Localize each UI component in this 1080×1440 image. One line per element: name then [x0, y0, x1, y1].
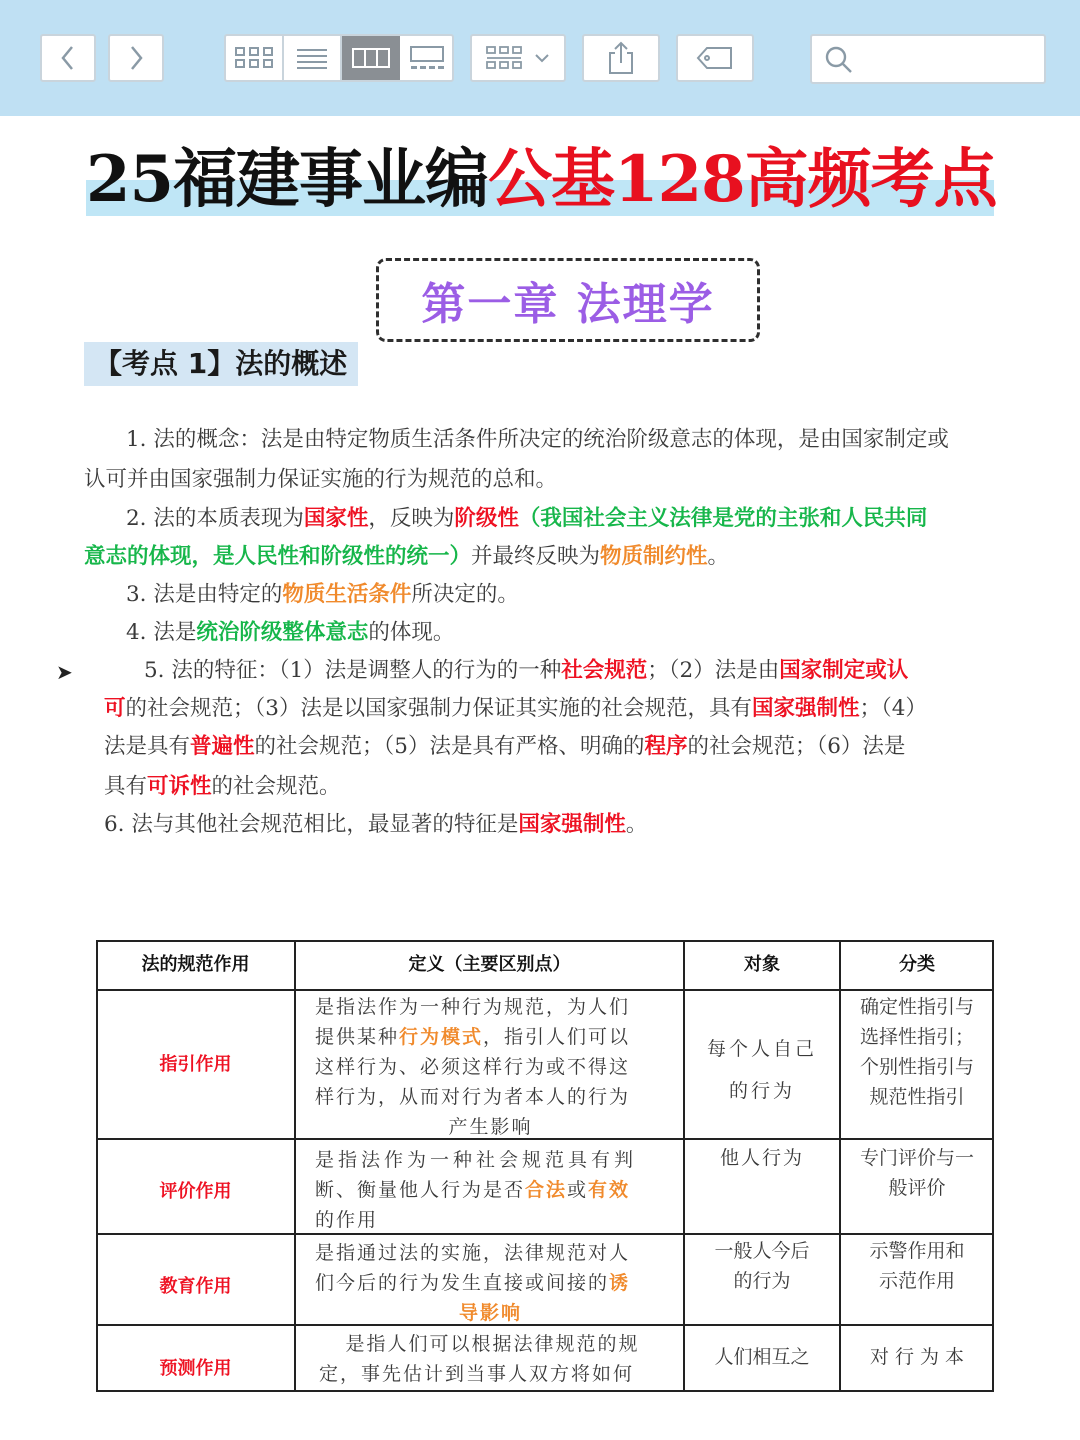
text: 的社会规范。	[211, 774, 341, 799]
category-cell	[840, 992, 994, 1112]
object-line: 的行为	[728, 1080, 795, 1102]
highlight-term: 国家制定或认	[779, 658, 909, 683]
object-line: 每个人自己	[706, 1038, 817, 1060]
share-button[interactable]	[582, 34, 660, 82]
category-cell	[840, 1342, 994, 1372]
legal-functions-table	[96, 940, 994, 1392]
highlight-term: 国家性	[303, 506, 369, 531]
highlight-term: 可	[104, 696, 126, 721]
gallery-view-icon	[407, 45, 447, 71]
object-cell	[684, 1342, 840, 1372]
text: ；（2）法是由	[647, 658, 780, 683]
definition-line: 的作用	[315, 1209, 379, 1231]
paragraph-2-line-1	[126, 503, 927, 535]
definition-line: 是指法作为一种行为规范，为人们	[315, 996, 631, 1018]
category-line: 专门评价与一	[859, 1147, 974, 1169]
text: 2. 法的本质表现为	[126, 506, 304, 531]
paragraph-6	[104, 809, 647, 841]
highlight-term: 社会规范	[561, 658, 648, 683]
arrow-bullet-icon: ➤	[56, 660, 73, 684]
definition-line: 产生影响	[448, 1116, 533, 1138]
definition-line: 是指人们可以根据法律规范的规	[345, 1333, 640, 1355]
definition-cell	[295, 1143, 684, 1235]
text: 。	[625, 812, 648, 837]
highlight-term: 国家强制性	[518, 812, 626, 837]
object-line: 他人行为	[719, 1147, 804, 1169]
icon-view-segment[interactable]	[226, 36, 284, 80]
category-line: 对 行 为 本	[869, 1346, 965, 1368]
paragraph-5-line-1	[144, 655, 908, 687]
text: ；（4）	[859, 696, 927, 721]
gallery-view-segment[interactable]	[400, 36, 454, 80]
category-line: 示警作用和	[869, 1240, 965, 1262]
definition-line: 这样行为、必须这样行为或不得这	[315, 1056, 631, 1078]
highlight-term: 物质生活条件	[282, 582, 412, 607]
definition-cell	[295, 1327, 684, 1389]
category-line: 个别性指引与	[859, 1056, 974, 1078]
chevron-right-icon	[126, 44, 146, 72]
text: 的社会规范；（5）法是具有严格、明确的	[254, 734, 645, 759]
highlight-term: 程序	[644, 734, 688, 759]
highlight-note: （我国社会主义法律是党的主张和人民共同	[518, 506, 928, 531]
row-name: 预测作用	[159, 1357, 232, 1379]
view-mode-switch[interactable]	[224, 34, 454, 82]
text: 5. 法的特征：（1）法是调整人的行为的一种	[144, 658, 562, 683]
group-by-button[interactable]	[470, 34, 566, 82]
category-line: 选择性指引；	[859, 1026, 974, 1048]
definition-line	[315, 1022, 666, 1052]
title-part-black: 25福建事业编	[86, 142, 489, 217]
object-line: 的行为	[733, 1270, 791, 1292]
text: ，反映为	[368, 506, 455, 531]
text: 法是具有	[104, 734, 191, 759]
paragraph-1-line-1: 1. 法的概念：法是由特定物质生活条件所决定的统治阶级意志的体现，是由国家制定或	[126, 427, 949, 452]
text: 或	[567, 1179, 589, 1201]
paragraph-5-line-4	[104, 771, 341, 803]
search-icon	[824, 45, 854, 75]
object-line: 人们相互之	[714, 1346, 810, 1368]
icon-grid-view-icon	[234, 45, 274, 71]
definition-line	[315, 1175, 666, 1205]
tag-icon	[695, 45, 735, 71]
highlight-term: 普遍性	[190, 734, 255, 759]
table-header: 定义（主要区别点）	[408, 954, 571, 975]
text: 的体现。	[368, 620, 455, 645]
text: 3. 法是由特定的	[126, 582, 283, 607]
search-field[interactable]	[810, 34, 1046, 84]
definition-line: 是指通过法的实施，法律规范对人	[315, 1242, 631, 1264]
row-name: 指引作用	[159, 1053, 232, 1075]
text: 的社会规范；（6）法是	[687, 734, 906, 759]
category-line: 般评价	[888, 1177, 946, 1199]
highlight-term: 诱	[609, 1272, 631, 1294]
definition-line: 定，事先估计到当事人双方将如何	[319, 1363, 635, 1385]
share-icon	[606, 41, 636, 75]
table-header: 对象	[744, 954, 780, 975]
text: 。	[707, 544, 730, 569]
category-line: 规范性指引	[869, 1086, 965, 1108]
table-header: 分类	[899, 954, 935, 975]
object-cell	[684, 1034, 840, 1106]
highlight-note: 意志的体现，是人民性和阶级性的统一）	[84, 544, 472, 569]
category-line: 确定性指引与	[859, 996, 974, 1018]
text: 具有	[104, 774, 148, 799]
section-heading: 【考点 1】法的概述	[84, 342, 358, 386]
definition-line: 样行为，从而对行为者本人的行为	[315, 1086, 631, 1108]
list-view-segment[interactable]	[284, 36, 342, 80]
definition-line	[315, 1268, 666, 1298]
text: 并最终反映为	[471, 544, 601, 569]
forward-button[interactable]	[108, 34, 164, 82]
chevron-down-icon	[533, 51, 551, 65]
text: 所决定的。	[411, 582, 519, 607]
paragraph-2-line-2	[84, 541, 729, 573]
highlight-term: 合法	[525, 1179, 568, 1201]
page-title	[86, 140, 997, 220]
text: 4. 法是	[126, 620, 197, 645]
category-cell	[840, 1236, 994, 1296]
list-view-icon	[295, 46, 329, 70]
category-line: 示范作用	[878, 1270, 955, 1292]
definition-cell	[295, 990, 684, 1139]
title-part-red: 公基128高频考点	[488, 142, 997, 217]
highlight-term: 有效	[588, 1179, 631, 1201]
text: ，指引人们可以	[483, 1026, 631, 1048]
text: 6. 法与其他社会规范相比，最显著的特征是	[104, 812, 519, 837]
definition-line: 是指法作为一种社会规范具有判	[315, 1149, 638, 1171]
definition-cell	[295, 1236, 684, 1328]
highlight-term: 统治阶级整体意志	[196, 620, 369, 645]
finder-toolbar	[0, 0, 1080, 116]
category-cell	[840, 1143, 994, 1203]
group-by-icon	[485, 45, 525, 71]
row-name: 教育作用	[159, 1275, 232, 1297]
paragraph-3	[126, 579, 519, 611]
back-button[interactable]	[40, 34, 96, 82]
row-name: 评价作用	[159, 1180, 232, 1202]
highlight-term: 行为模式	[399, 1026, 484, 1048]
column-view-segment[interactable]	[342, 36, 400, 80]
column-view-icon	[351, 46, 391, 70]
text: 们今后的行为发生直接或间接的	[315, 1272, 610, 1294]
text: 的社会规范；（3）法是以国家强制力保证其实施的社会规范，具有	[125, 696, 752, 721]
tag-button[interactable]	[676, 34, 754, 82]
highlight-term: 阶级性	[454, 506, 519, 531]
chevron-left-icon	[58, 44, 78, 72]
text: 提供某种	[315, 1026, 400, 1048]
highlight-term: 可诉性	[147, 774, 212, 799]
highlight-term: 国家强制性	[751, 696, 860, 721]
object-line: 一般人今后	[714, 1240, 810, 1262]
chapter-heading: 第一章 法理学	[376, 258, 760, 342]
highlight-term: 物质制约性	[600, 544, 708, 569]
paragraph-5-line-2	[104, 693, 927, 725]
object-cell	[684, 1236, 840, 1296]
text: 断、衡量他人行为是否	[315, 1179, 526, 1201]
object-cell	[684, 1143, 840, 1173]
paragraph-4	[126, 617, 454, 649]
highlight-term: 导影响	[458, 1302, 522, 1324]
paragraph-5-line-3	[104, 731, 905, 763]
table-header: 法的规范作用	[141, 954, 250, 975]
paragraph-1-line-2: 认可并由国家强制力保证实施的行为规范的总和。	[84, 467, 558, 492]
